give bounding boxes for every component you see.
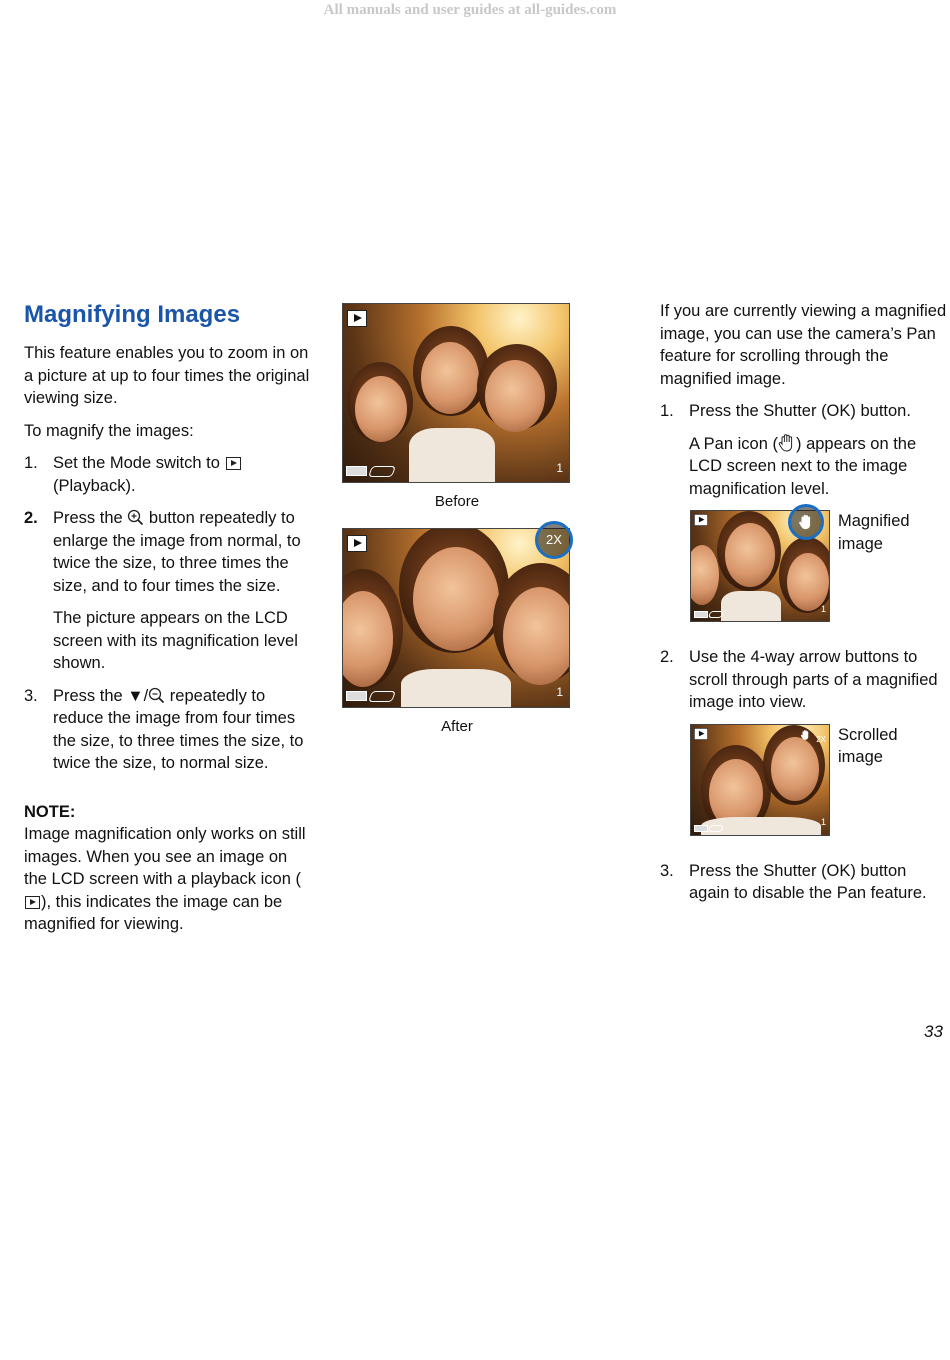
battery-icon xyxy=(346,466,367,476)
zoom-out-icon xyxy=(148,687,165,704)
scrolled-image xyxy=(690,724,830,836)
photo-figure xyxy=(355,376,407,442)
after-caption: After xyxy=(441,717,473,735)
frame-count: 1 xyxy=(556,460,563,475)
step-number: 3. xyxy=(24,686,38,705)
photo-figure xyxy=(413,547,499,651)
playback-icon xyxy=(694,728,708,740)
right-column xyxy=(660,300,950,915)
magnified-label: Magnified image xyxy=(838,512,910,553)
step-detail xyxy=(689,433,950,501)
pan-steps xyxy=(660,400,950,500)
photo-figure xyxy=(771,737,819,801)
pan-steps-cont xyxy=(660,646,950,714)
step-text-cont: repeatedly to reduce the image from four times the size, to three times the size, to twice the size, to normal size. xyxy=(53,686,304,772)
photo-figure xyxy=(690,545,719,605)
step-number: 1. xyxy=(24,454,38,472)
middle-column xyxy=(342,303,572,752)
steps-lead: To magnify the images: xyxy=(24,421,194,440)
detail-text-cont: ) appears on the LCD screen next to the image magnification level. xyxy=(689,434,917,498)
playback-icon xyxy=(226,457,241,470)
battery-icon xyxy=(694,825,708,832)
pan-indicator xyxy=(788,504,824,540)
playback-icon xyxy=(347,535,367,552)
after-image xyxy=(342,528,570,708)
playback-icon xyxy=(694,514,708,526)
step-text: Use the 4-way arrow buttons to scroll through parts of a magnified image into view. xyxy=(689,648,938,711)
zoom-in-icon xyxy=(127,509,144,526)
step-text: Press the Shutter (OK) button again to disable the Pan feature. xyxy=(689,861,927,902)
step-text: Set the Mode switch to xyxy=(53,454,220,472)
left-column xyxy=(24,300,314,936)
watermark: All manuals and user guides at all-guides.com xyxy=(323,2,617,18)
step-3 xyxy=(24,685,314,775)
pan-step-3 xyxy=(660,860,950,905)
scrolled-figure xyxy=(660,724,950,844)
step-text: Press the Shutter (OK) button. xyxy=(689,402,911,420)
step-text: Press the ▼/ xyxy=(53,686,149,705)
playback-icon xyxy=(25,896,40,909)
before-caption: Before xyxy=(434,493,480,510)
step-number: 2. xyxy=(24,509,38,527)
frame-count: 1 xyxy=(820,603,826,614)
note-heading: NOTE: xyxy=(24,802,76,821)
playback-icon xyxy=(347,310,367,327)
step-number: 3. xyxy=(660,861,674,880)
pan-intro: If you are currently viewing a magnified image, you can use the camera’s Pan feature for scrolling through the magnified image. xyxy=(660,302,947,388)
note-text: Image magnification only works on still images. When you see an image on the LCD screen with a playback icon ( xyxy=(24,825,306,888)
page-number: 33 xyxy=(924,1022,943,1041)
step-1 xyxy=(24,452,314,497)
battery-icon xyxy=(694,611,708,618)
magnified-figure xyxy=(660,510,950,630)
pan-hand-icon xyxy=(798,513,814,531)
battery-icon xyxy=(346,691,367,701)
scrolled-label: Scrolled image xyxy=(838,725,898,766)
step-2-detail: The picture appears on the LCD screen with its magnification level shown. xyxy=(53,609,298,672)
note-text-cont: ), this indicates the image can be magnified for viewing. xyxy=(24,892,283,933)
photo-figure xyxy=(421,342,479,414)
intro-paragraph: This feature enables you to zoom in on a picture at up to four times the original viewing size. xyxy=(24,344,310,407)
photo-figure xyxy=(503,587,570,685)
step-text-cont: button repeatedly to enlarge the image from normal, to twice the size, to three times the size, and to four times the size. xyxy=(53,509,301,595)
photo-figure xyxy=(401,669,511,708)
photo-figure xyxy=(485,360,545,432)
step-text-cont: (Playback). xyxy=(53,476,136,495)
photo-figure xyxy=(721,591,781,622)
step-text: Press the xyxy=(53,509,123,527)
memory-card-icon xyxy=(368,691,396,702)
frame-count: 1 xyxy=(820,817,826,827)
page-title: Magnifying Images xyxy=(24,301,241,328)
zoom-level: 2X xyxy=(816,734,826,744)
pan-hand-icon xyxy=(778,433,796,453)
photo-figure xyxy=(409,428,495,483)
frame-count: 1 xyxy=(556,685,563,699)
detail-text: A Pan icon ( xyxy=(689,434,778,453)
pan-hand-icon xyxy=(800,729,811,741)
note-body xyxy=(24,823,314,936)
step-number: 2. xyxy=(660,648,674,666)
pan-step-2 xyxy=(660,646,950,714)
pan-steps-end xyxy=(660,860,950,905)
memory-card-icon xyxy=(368,466,396,477)
pan-step-1 xyxy=(660,400,950,500)
zoom-level-badge: 2X xyxy=(535,521,573,559)
photo-figure xyxy=(725,523,775,587)
step-number: 1. xyxy=(660,402,674,420)
step-2 xyxy=(24,507,314,675)
steps-list xyxy=(24,452,314,775)
before-image xyxy=(342,303,570,483)
